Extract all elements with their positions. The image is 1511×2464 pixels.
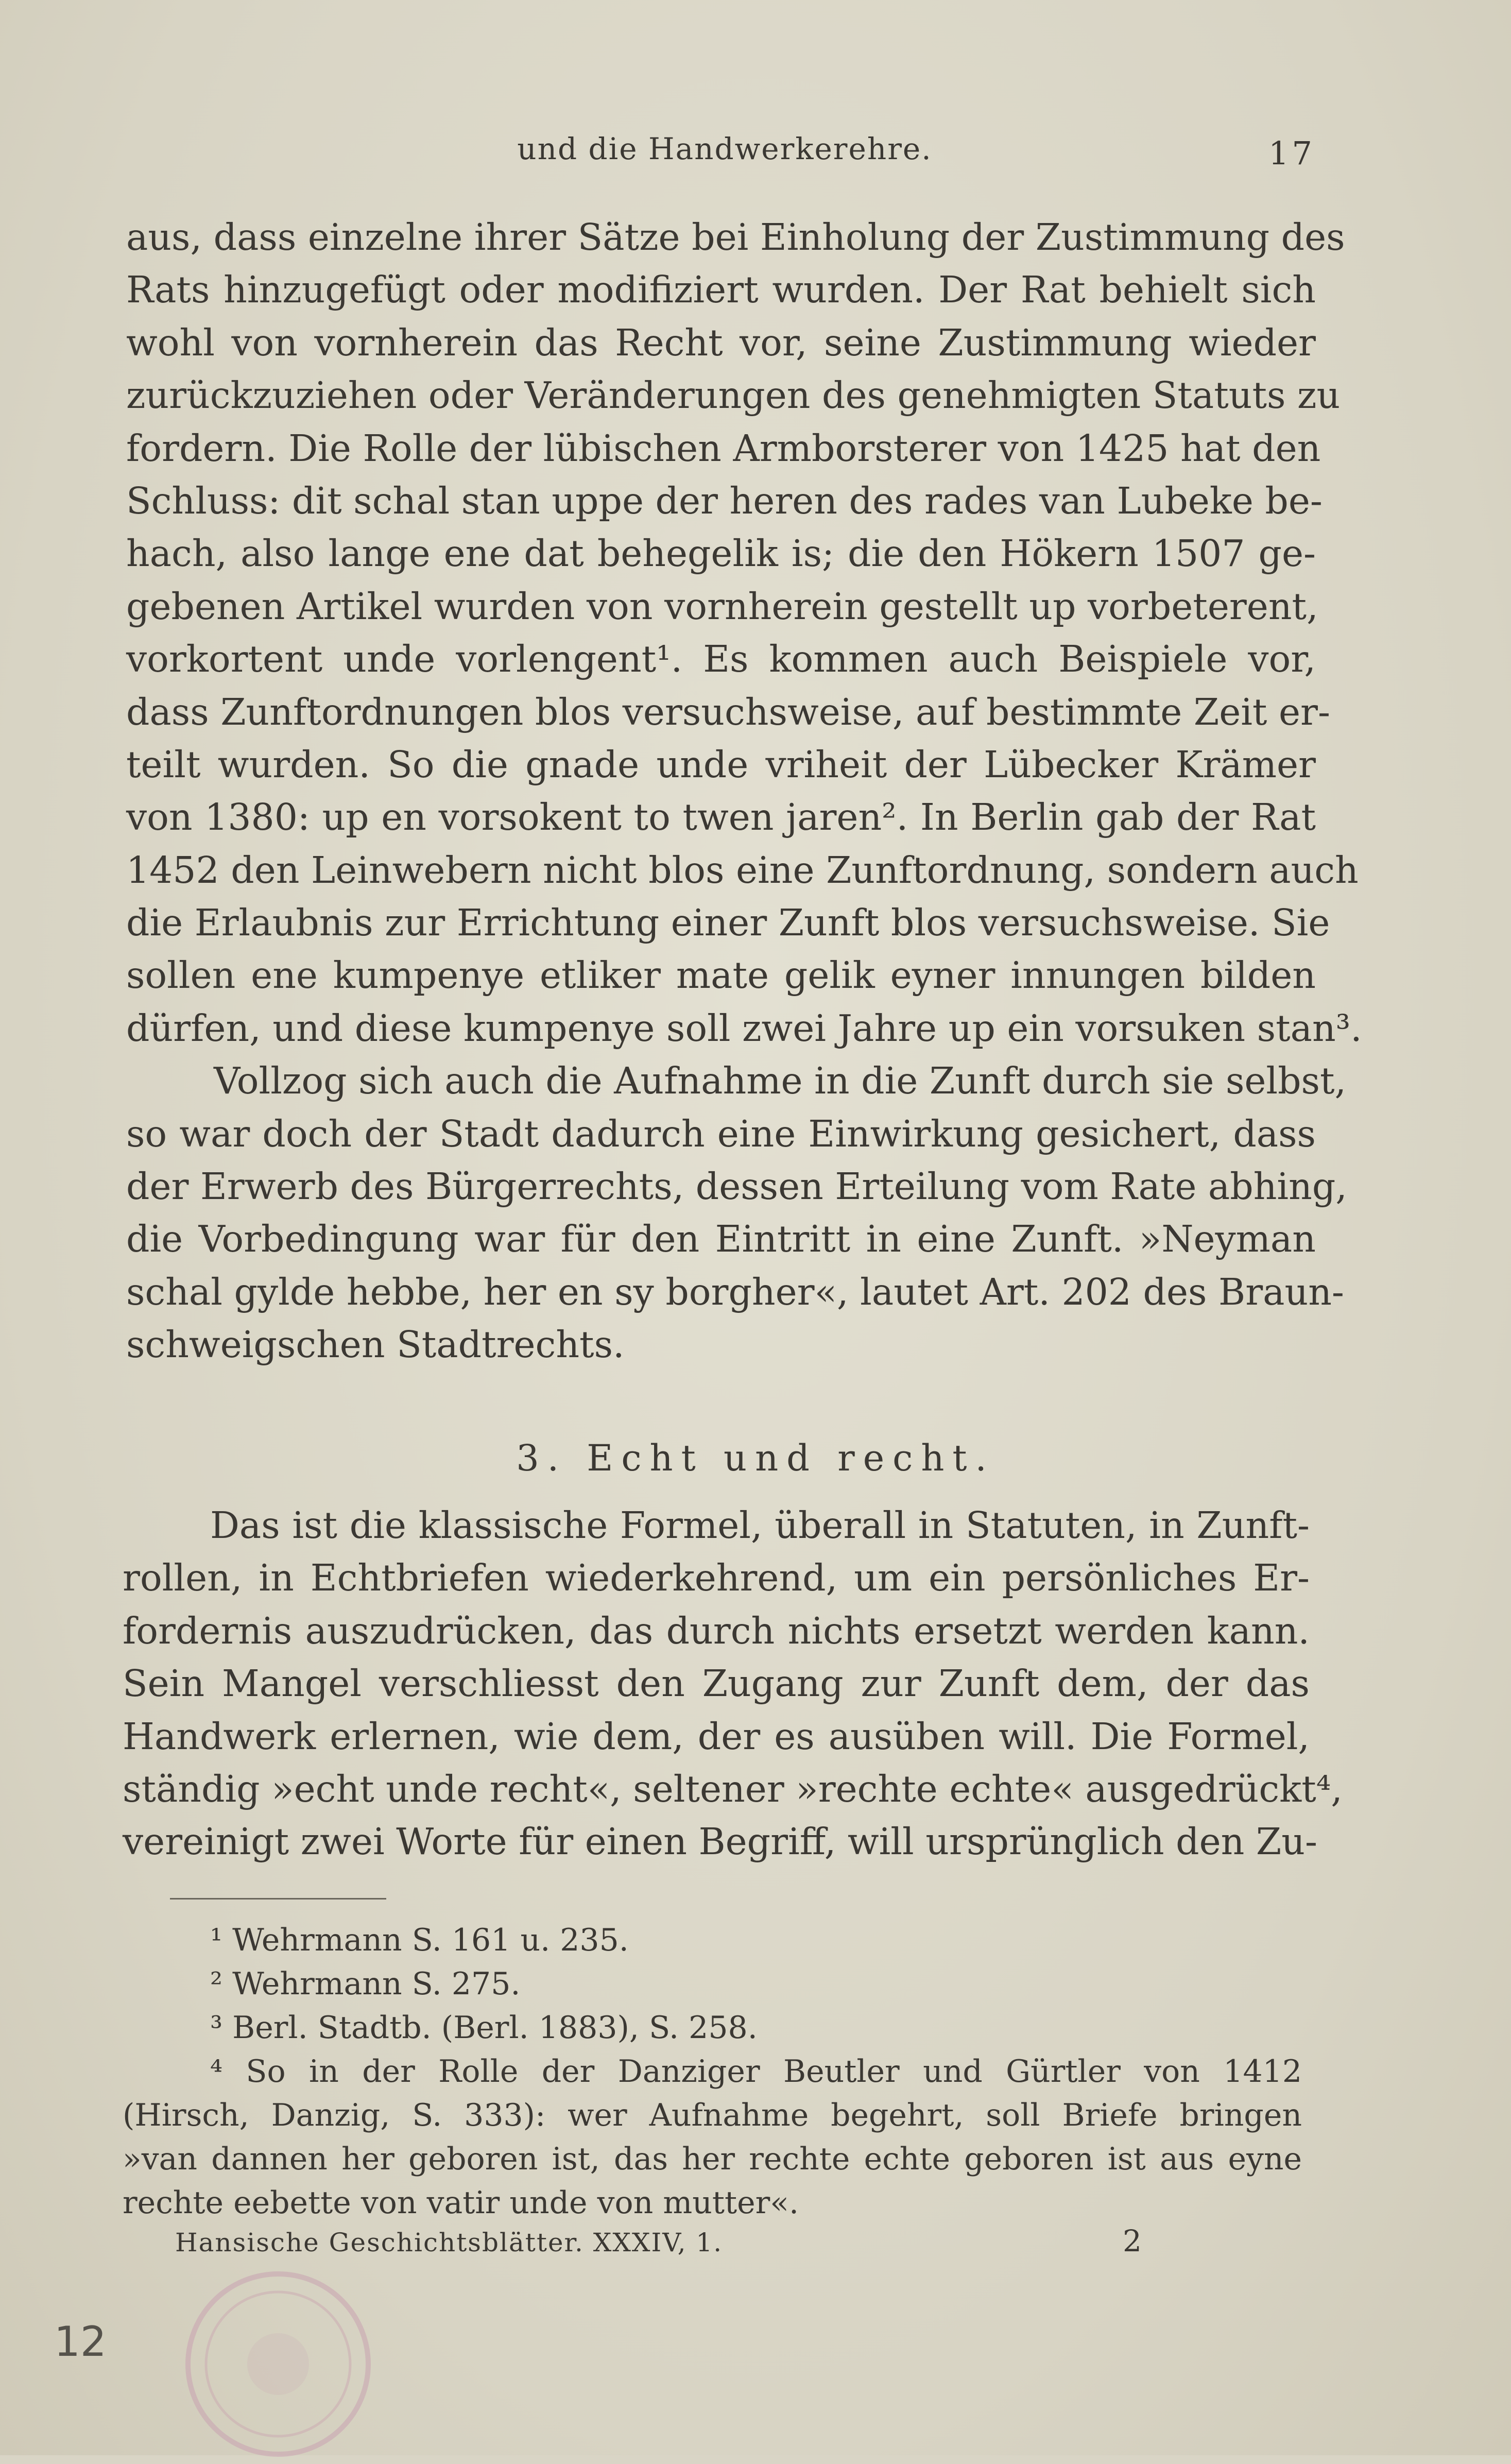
footnote-2: ² Wehrmann S. 275.	[210, 1966, 521, 2002]
text-line: zurückzuziehen oder Veränderungen des genehmigten Statuts zu	[126, 374, 1341, 417]
text-line: schal gylde hebbe, her en sy borgher«, lautet Art. 202 des Braun-	[126, 1270, 1344, 1313]
text-line: Handwerk erlernen, wie dem, der es ausüben will. Die Formel,	[123, 1715, 1310, 1758]
text-line: der Erwerb des Bürgerrechts, dessen Erteilung vom Rate abhing,	[126, 1165, 1347, 1208]
text-line: die Erlaubnis zur Errichtung einer Zunft blos versuchsweise. Sie	[126, 901, 1330, 945]
text-line: 1452 den Leinwebern nicht blos eine Zunftordnung, sondern auch	[126, 848, 1359, 892]
text-line: hach, also lange ene dat behegelik is; die den Hökern 1507 ge-	[126, 532, 1316, 575]
text-line: dass Zunftordnungen blos versuchsweise, auf bestimmte Zeit er-	[126, 690, 1330, 733]
page-header	[0, 131, 1511, 173]
text-line: fordern. Die Rolle der lübischen Armborsterer von 1425 hat den	[126, 426, 1321, 470]
text-line: vereinigt zwei Worte für einen Begriff, will ursprünglich den Zu-	[123, 1820, 1317, 1863]
section-heading: 3. Echt und recht.	[516, 1437, 995, 1479]
text-line: vorkortent unde vorlengent¹. Es kommen auch Beispiele vor,	[126, 638, 1316, 681]
text-line: Vollzog sich auch die Aufnahme in die Zunft durch sie selbst,	[214, 1059, 1347, 1103]
journal-imprint: Hansische Geschichtsblätter. XXXIV, 1.	[175, 2228, 723, 2257]
body-text	[126, 211, 1362, 1372]
footnote-4-line: »van dannen her geboren ist, das her rechte echte geboren ist aus eyne	[123, 2141, 1302, 2177]
text-line: wohl von vornherein das Recht vor, seine Zustimmung wieder	[126, 321, 1316, 364]
text-line: aus, dass einzelne ihrer Sätze bei Einholung der Zustimmung des	[126, 216, 1345, 259]
text-line: die Vorbedingung war für den Eintritt in eine Zunft. »Neyman	[126, 1218, 1316, 1261]
text-line: Sein Mangel verschliesst den Zugang zur Zunft dem, der das	[123, 1662, 1310, 1705]
running-title: und die Handwerkerehre.	[517, 131, 932, 166]
signature-mark: 2	[1123, 2223, 1142, 2258]
footnote-3: ³ Berl. Stadtb. (Berl. 1883), S. 258.	[210, 2010, 758, 2046]
text-line: rollen, in Echtbriefen wiederkehrend, um ein persönliches Er-	[123, 1556, 1310, 1600]
pencil-note: 12	[54, 2318, 107, 2366]
text-line: von 1380: up en vorsokent to twen jaren². In Berlin gab der Rat	[126, 796, 1316, 839]
footnotes	[123, 1919, 1302, 2225]
text-line: Schluss: dit schal stan uppe der heren des rades van Lubeke be-	[126, 479, 1323, 522]
text-line: so war doch der Stadt dadurch eine Einwirkung gesichert, dass	[126, 1112, 1316, 1155]
text-line: schweigschen Stadtrechts.	[126, 1323, 625, 1366]
section-text	[123, 1499, 1343, 1868]
footnote-4-line: ⁴ So in der Rolle der Danziger Beutler und Gürtler von 1412	[210, 2054, 1302, 2090]
footnote-rule	[170, 1898, 386, 1900]
text-line: fordernis auszudrücken, das durch nichts ersetzt werden kann.	[123, 1609, 1310, 1652]
text-line: Rats hinzugefügt oder modifiziert wurden. Der Rat behielt sich	[126, 268, 1316, 312]
library-stamp-icon	[149, 2246, 417, 2464]
text-line: gebenen Artikel wurden von vornherein gestellt up vorbeterent,	[126, 585, 1318, 628]
text-line: teilt wurden. So die gnade unde vriheit der Lübecker Krämer	[126, 743, 1316, 786]
text-line: Das ist die klassische Formel, überall in Statuten, in Zunft-	[210, 1504, 1310, 1547]
footnote-4-line: rechte eebette von vatir unde von mutter«.	[123, 2185, 799, 2221]
text-line: ständig »echt unde recht«, seltener »rechte echte« ausgedrückt⁴,	[123, 1767, 1343, 1810]
footnote-4-line: (Hirsch, Danzig, S. 333): wer Aufnahme begehrt, soll Briefe bringen	[123, 2097, 1302, 2133]
footnote-1: ¹ Wehrmann S. 161 u. 235.	[210, 1922, 629, 1958]
text-line: dürfen, und diese kumpenye soll zwei Jahre up ein vorsuken stan³.	[126, 1006, 1362, 1050]
text-line: sollen ene kumpenye etliker mate gelik eyner innungen bilden	[126, 954, 1316, 997]
page-number: 17	[1268, 134, 1315, 172]
